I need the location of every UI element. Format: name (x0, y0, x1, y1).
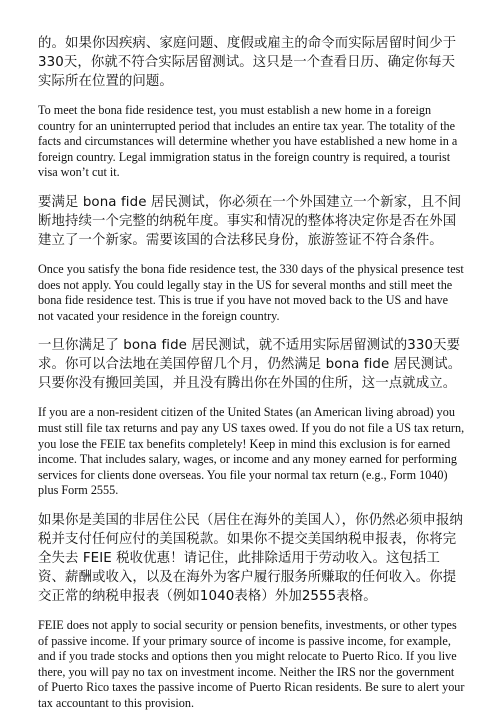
paragraph-zh-1: 的。如果你因疾病、家庭问题、度假或雇主的命令而实际居留时间少于330天，你就不符合实际居留测试。这只是一个查看日历、确定你每天实际所在位置的问题。 (38, 36, 457, 89)
paragraph-zh-2: 要满足 bona fide 居民测试，你必须在一个外国建立一个新家，且不间断地持续一个完整的纳税年度。事实和情况的整体将决定你是否在外国建立了一个新家。需要该国的合法移民身份，旅游签证不符合条件。 (38, 194, 462, 248)
paragraph-en-1: To meet the bona fide residence test, you must establish a new home in a foreign country for an uninterrupted period that includes an entire tax year. The totality of the facts and circumstances will determine whether you have established a new home in a foreign country. Legal immigration status in the foreign country is required, a tourist visa won’t cut it. (38, 103, 458, 180)
paragraph-zh-4: 如果你是美国的非居住公民（居住在海外的美国人），你仍然必须申报纳税并支付任何应付的美国税款。如果你不提交美国纳税申报表，你将完全失去 FEIE 税收优惠！请记住，此排除适用于劳动收入。这包括工资、薪酬或收入，以及在海外为客户履行服务所赚取的任何收入。你提交正常的纳税申报表（例如1040表格）外加2555表格。 (38, 512, 463, 604)
paragraph-en-2: Once you satisfy the bona fide residence test, the 330 days of the physical presence test does not apply. You could legally stay in the US for several months and still meet the bona fide residence test. This is true if you have not moved back to the US and have not vacated your residence in the foreign country. (38, 261, 464, 323)
paragraph-en-3: If you are a non-resident citizen of the United States (an American living abroad) you must still file tax returns and pay any US taxes owed. If you do not file a US tax return, you lose the FEIE tax benefits completely! Keep in mind this exclusion is for earned income. That includes salary, wages, or income and any money earned for performing services for clients done overseas. You file your normal tax return (e.g., Form 1040) plus Form 2555. (38, 405, 465, 498)
paragraph-en-4: FEIE does not apply to social security or pension benefits, investments, or other types of passive income. If your primary source of income is passive income, for example, and if you trade stocks and options then you might relocate to Puerto Rico. If you live there, you will pay no tax on investment income. Neither the IRS nor the government of Puerto Rico taxes the passive income of Puerto Rican residents. Be sure to alert your tax accountant to this provision. (38, 617, 465, 710)
paragraph-zh-3: 一旦你满足了 bona fide 居民测试，就不适用实际居留测试的330天要求。你可以合法地在美国停留几个月，仍然满足 bona fide 居民测试。只要你没有搬回美国，并且没有腾出你在外国的住所，这一点就成立。 (38, 338, 462, 392)
document-page (38, 34, 466, 723)
